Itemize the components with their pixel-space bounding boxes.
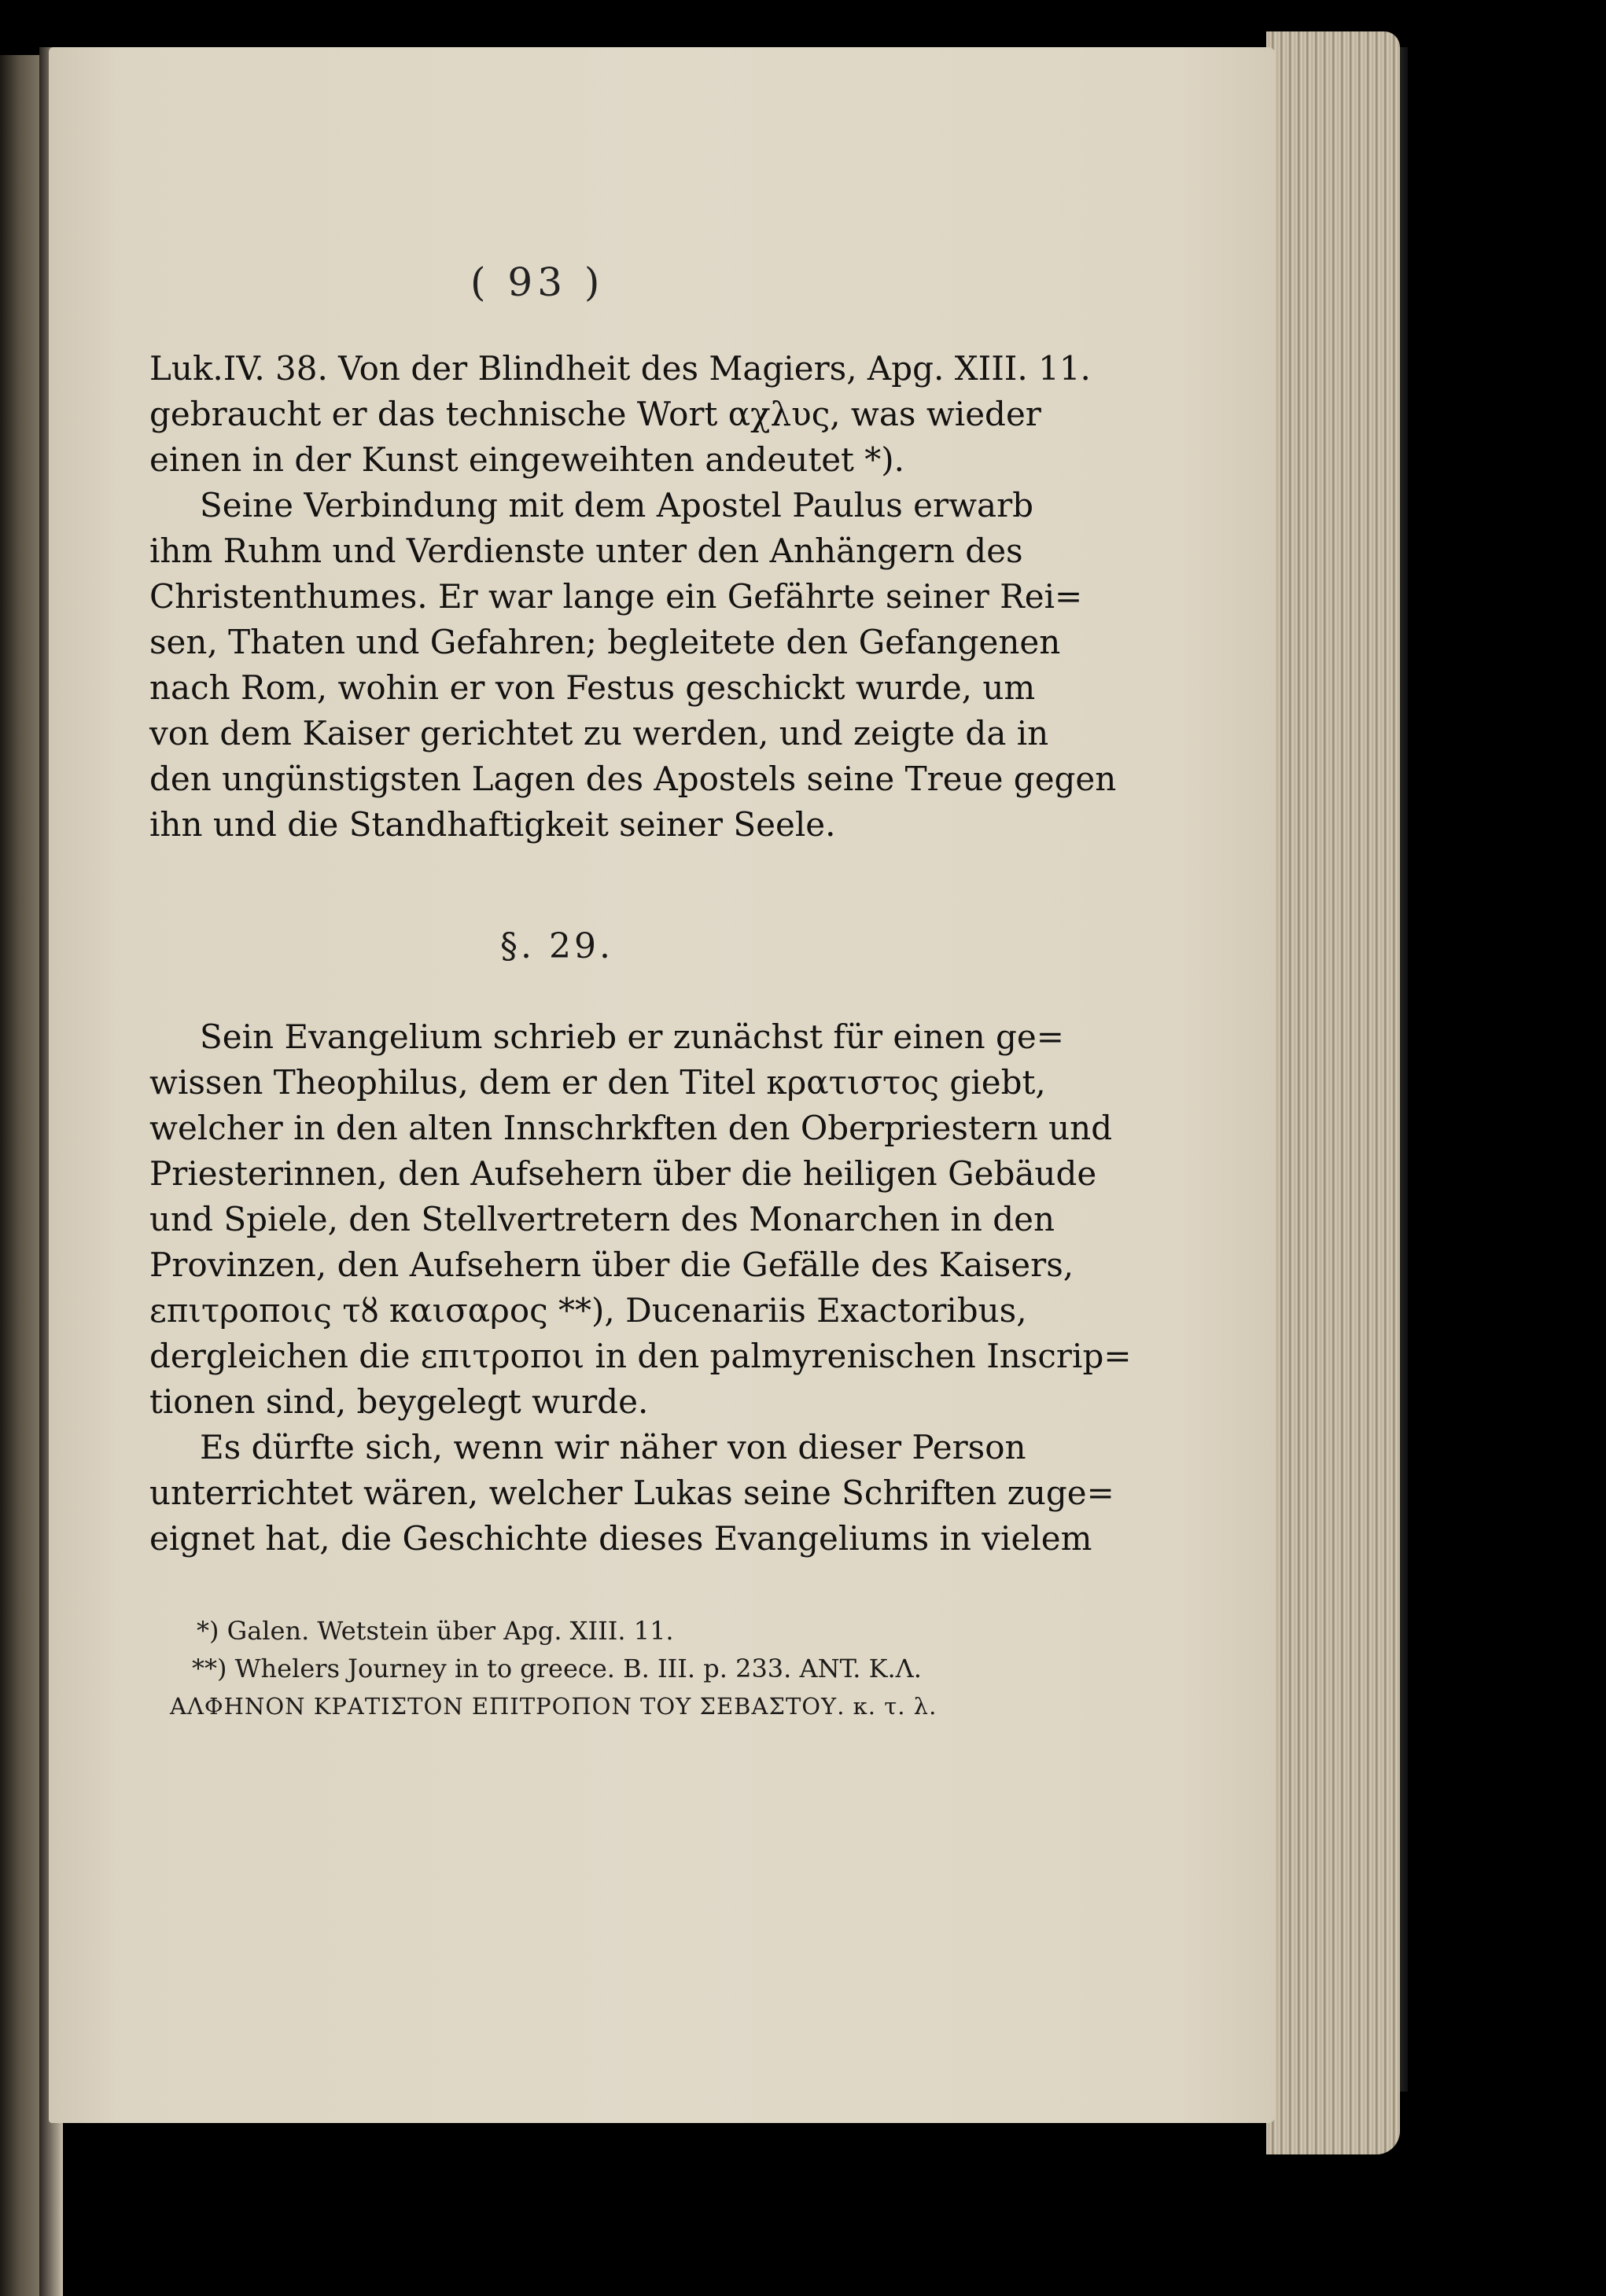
text-line: nach Rom, wohin er von Festus geschickt wurde, um [149,668,1036,707]
text-line: einen in der Kunst eingeweihten andeutet *). [149,440,905,479]
text-line: tionen sind, beygelegt wurde. [149,1382,649,1421]
section-heading: §. 29. [500,926,613,966]
text-line: dergleichen die επιτροποι in den palmyrenischen Inscrip= [149,1337,1132,1375]
text-line: Luk.IV. 38. Von der Blindheit des Magiers, Apg. XIII. 11. [149,349,1091,388]
text-line: und Spiele, den Stellvertretern des Monarchen in den [149,1200,1055,1238]
footnotes [165,1612,1015,1725]
text-line: Priesterinnen, den Aufsehern über die heiligen Gebäude [149,1154,1097,1193]
text-line: Provinzen, den Aufsehern über die Gefälle des Kaisers, [149,1246,1074,1284]
text-line: den ungünstigsten Lagen des Apostels seine Treue gegen [149,760,1117,798]
text-line: Es dürfte sich, wenn wir näher von dieser Person [200,1428,1026,1466]
text-line: επιτροποις τȣ καισαρος **), Ducenariis Exactoribus, [149,1291,1027,1330]
text-line: ihm Ruhm und Verdienste unter den Anhängern des [149,532,1023,570]
text-line: von dem Kaiser gerichtet zu werden, und zeigte da in [149,714,1049,752]
body-text-lower [149,1014,1132,1562]
text-line: wissen Theophilus, dem er den Titel κρατιστος giebt, [149,1063,1046,1102]
text-line: unterrichtet wären, welcher Lukas seine Schriften zuge= [149,1474,1114,1512]
body-text-upper [149,346,1117,848]
footnote: ΑΛΦΗΝΟΝ ΚΡΑΤΙΣΤΟΝ ΕΠΙΤΡΟΠΟΝ ΤΟΥ ΣΕΒΑΣΤΟΥ. κ. τ. λ. [170,1693,937,1720]
footnote: *) Galen. Wetstein über Apg. XIII. 11. [197,1616,674,1646]
text-line: welcher in den alten Innschrkften den Oberpriestern und [149,1109,1113,1147]
page-edges [1266,31,1400,2154]
text-line: Christenthumes. Er war lange ein Gefährte seiner Rei= [149,577,1083,616]
text-line: sen, Thaten und Gefahren; begleitete den Gefangenen [149,623,1061,661]
page-number: ( 93 ) [470,259,605,305]
text-line: Sein Evangelium schrieb er zunächst für einen ge= [200,1017,1064,1056]
footnote: **) Whelers Journey in to greece. B. III. p. 233. ANT. K.Λ. [192,1654,922,1683]
text-line: gebraucht er das technische Wort αχλυς, was wieder [149,395,1041,433]
text-line: eignet hat, die Geschichte dieses Evangeliums in vielem [149,1519,1092,1558]
text-line: ihn und die Standhaftigkeit seiner Seele. [149,805,836,844]
text-line: Seine Verbindung mit dem Apostel Paulus erwarb [200,486,1034,524]
